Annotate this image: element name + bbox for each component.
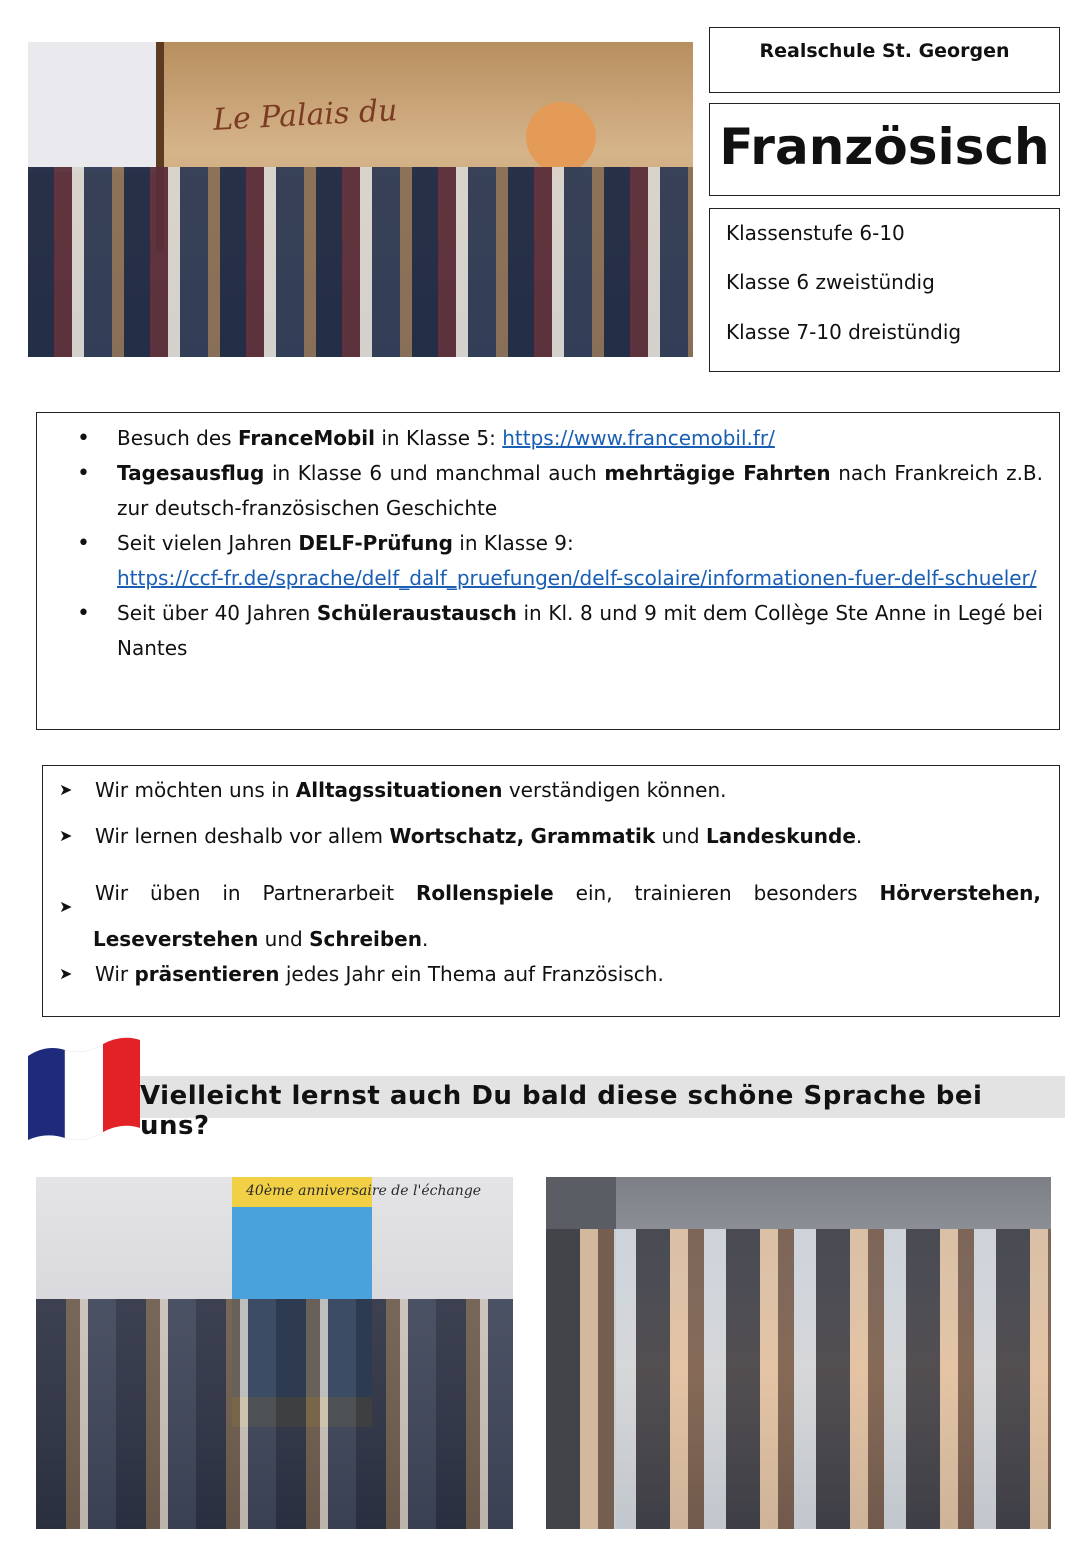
photo-student-group — [28, 167, 693, 357]
arrow-bullet-icon: ➤ — [59, 780, 73, 799]
list-item-trips: • Tagesausflug in Klasse 6 und manchmal auch mehrtägige Fahrten nach Frankreich z.B. zur deutsch-französischen Geschichte — [77, 456, 1043, 526]
photo-student-group — [36, 1299, 513, 1529]
list-item-francemobil: • Besuch des FranceMobil in Klasse 5: https://www.francemobil.fr/ — [77, 421, 1043, 456]
photo-student-group — [546, 1229, 1051, 1529]
class6-hours-text: Klasse 6 zweistündig — [726, 270, 935, 294]
goal-vocabulary: ➤ Wir lernen deshalb vor allem Wortschatz, Grammatik und Landeskunde. — [59, 824, 863, 848]
exchange-anniversary-photo — [36, 1177, 513, 1529]
photo-shop-sign: Le Palais du — [212, 93, 399, 138]
delf-certificates-photo — [546, 1177, 1051, 1529]
arrow-bullet-icon: ➤ — [59, 826, 73, 845]
photo-sky — [28, 42, 158, 172]
arrow-bullet-icon: ➤ — [59, 897, 73, 916]
school-name-box — [709, 27, 1060, 93]
goal-roleplay: ➤ Wir üben in Partnerarbeit Rollenspiele ein, trainieren besonders Hörverstehen, Leseverstehen und Schreiben. — [59, 881, 1041, 951]
school-name: Realschule St. Georgen — [759, 40, 1010, 62]
arrow-bullet-icon: ➤ — [59, 964, 73, 983]
activities-box — [36, 412, 1060, 730]
invitation-banner — [140, 1076, 1065, 1141]
list-item-delf: • Seit vielen Jahren DELF-Prüfung in Klasse 9: https://ccf-fr.de/sprache/delf_dalf_pruefungen/delf-scolaire/informationen-fuer-delf-schueler/ — [77, 526, 1043, 596]
page-title: Französisch — [719, 118, 1050, 176]
class-trip-photo — [28, 42, 693, 357]
goal-everyday-situations: ➤ Wir möchten uns in Alltagssituationen verständigen können. — [59, 778, 727, 802]
grades-text: Klassenstufe 6-10 — [726, 221, 905, 245]
poster-caption: 40ème anniversaire de l'échange — [246, 1183, 482, 1199]
delf-link[interactable]: https://ccf-fr.de/sprache/delf_dalf_pruefungen/delf-scolaire/informationen-fuer-delf-schueler/ — [117, 566, 1037, 590]
list-item-exchange: • Seit über 40 Jahren Schüleraustausch in Kl. 8 und 9 mit dem Collège Ste Anne in Legé bei Nantes — [77, 596, 1043, 666]
subject-title-box — [709, 103, 1060, 196]
goal-presentation: ➤ Wir präsentieren jedes Jahr ein Thema auf Französisch. — [59, 962, 664, 986]
french-flag-icon — [28, 1036, 140, 1140]
learning-goals-box — [42, 765, 1060, 1017]
class7-10-hours-text: Klasse 7-10 dreistündig — [726, 320, 962, 344]
activities-list — [77, 421, 1043, 666]
schedule-info-box — [709, 208, 1060, 372]
invitation-text: Vielleicht lernst auch Du bald diese schöne Sprache bei uns? — [140, 1081, 983, 1141]
francemobil-link[interactable]: https://www.francemobil.fr/ — [502, 426, 775, 450]
